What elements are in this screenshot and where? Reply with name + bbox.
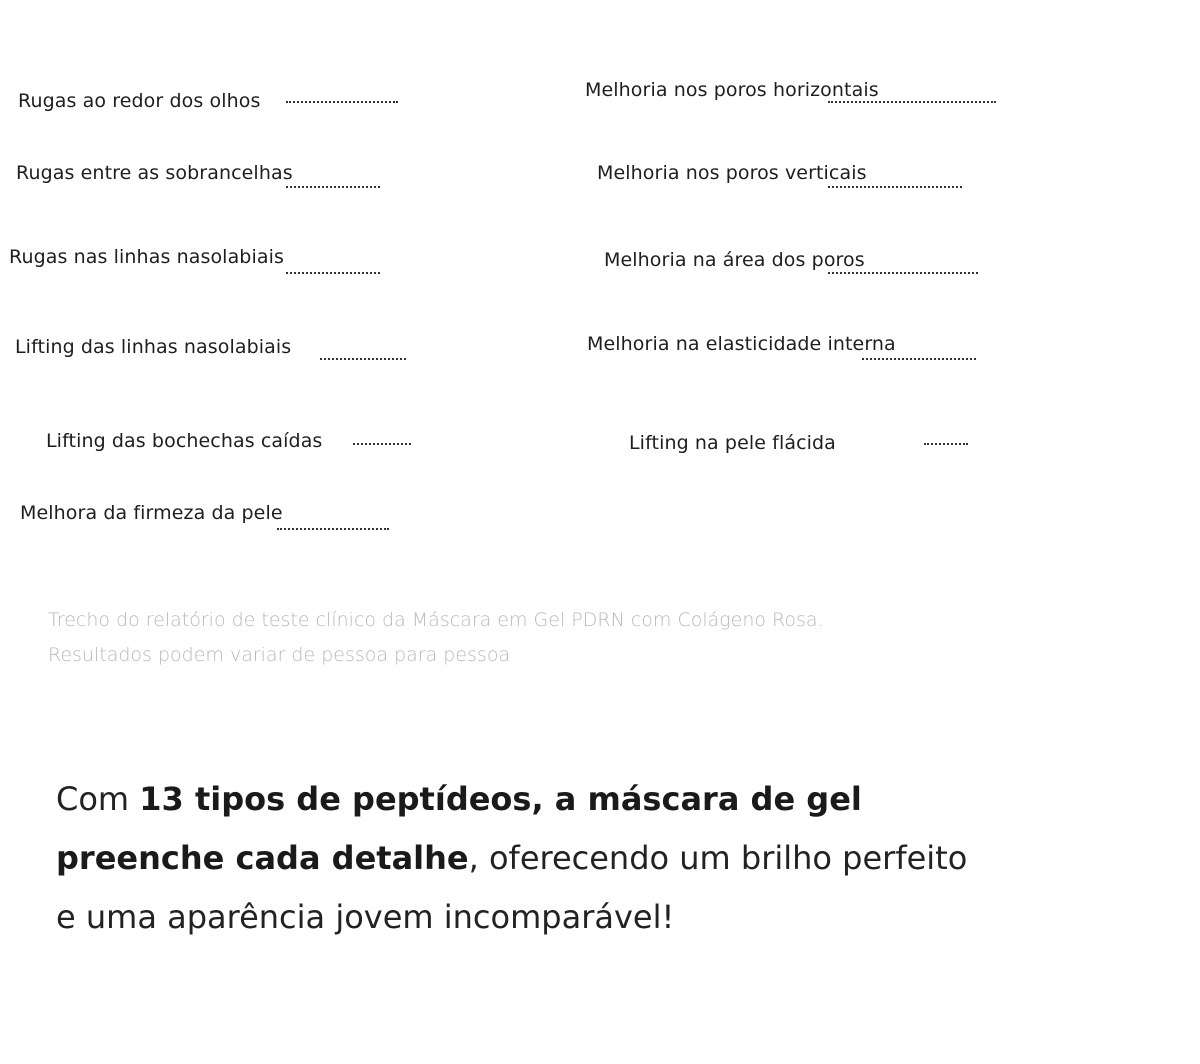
- tagline: [56, 770, 1056, 947]
- dotted-leader: [277, 528, 389, 530]
- tagline-text: , oferecendo um brilho perfeito: [468, 839, 968, 877]
- stat-label: Lifting das bochechas caídas: [46, 430, 323, 452]
- disclaimer-line: Trecho do relatório de teste clínico da Máscara em Gel PDRN com Colágeno Rosa.: [48, 609, 824, 631]
- tagline-text: e uma aparência jovem incomparável!: [56, 898, 675, 936]
- dotted-leader: [828, 272, 978, 274]
- dotted-leader: [286, 101, 398, 103]
- tagline-text: Com: [56, 780, 140, 818]
- tagline-highlight: preenche cada detalhe: [56, 839, 469, 877]
- tagline-line-3: [56, 888, 1056, 947]
- stat-label: Melhora da firmeza da pele: [20, 502, 283, 524]
- stat-label: Melhoria na área dos poros: [604, 249, 865, 271]
- dotted-leader: [862, 358, 976, 360]
- stat-label: Rugas ao redor dos olhos: [18, 90, 261, 112]
- dotted-leader: [286, 186, 380, 188]
- dotted-leader: [320, 358, 406, 360]
- stat-label: Rugas nas linhas nasolabiais: [9, 246, 284, 268]
- tagline-line-2: [56, 829, 1056, 888]
- dotted-leader: [924, 443, 968, 445]
- disclaimer-line: Resultados podem variar de pessoa para pessoa: [48, 644, 511, 666]
- dotted-leader: [828, 186, 962, 188]
- dotted-leader: [353, 443, 411, 445]
- stat-label: Lifting na pele flácida: [629, 432, 836, 454]
- disclaimer: [48, 603, 824, 673]
- stat-label: Rugas entre as sobrancelhas: [16, 162, 293, 184]
- stat-label: Melhoria nos poros verticais: [597, 162, 867, 184]
- stat-label: Lifting das linhas nasolabiais: [15, 336, 292, 358]
- stat-label: Melhoria nos poros horizontais: [585, 79, 879, 101]
- stat-label: Melhoria na elasticidade interna: [587, 333, 896, 355]
- dotted-leader: [286, 272, 380, 274]
- dotted-leader: [828, 101, 996, 103]
- tagline-line-1: [56, 770, 1056, 829]
- tagline-highlight: 13 tipos de peptídeos, a máscara de gel: [139, 780, 862, 818]
